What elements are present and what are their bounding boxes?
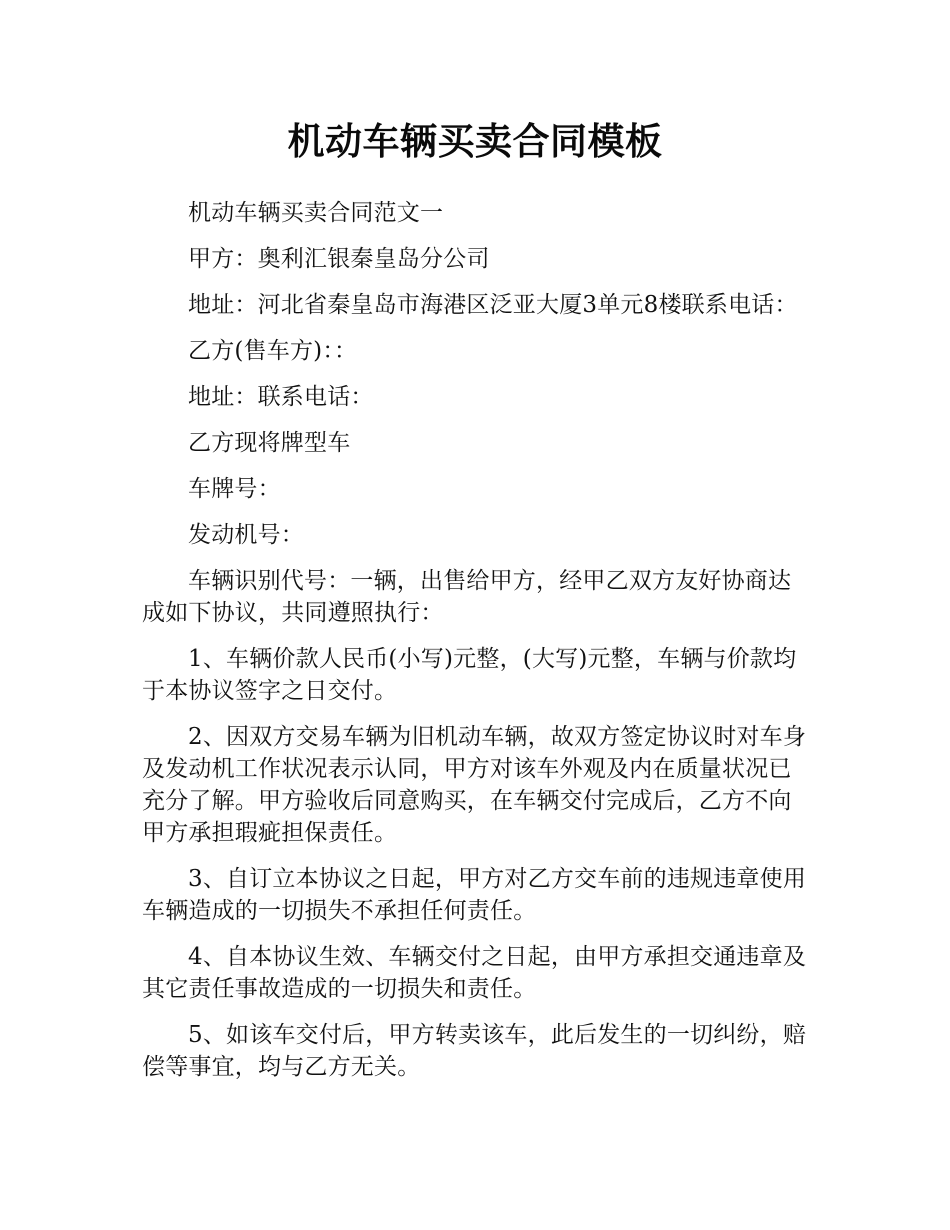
paragraph-clause-5: 5、如该车交付后，甲方转卖该车，此后发生的一切纠纷，赔偿等事宜，均与乙方无关。 — [142, 1022, 807, 1080]
paragraph-party-a: 甲方：奥利汇银秦皇岛分公司 — [188, 246, 490, 272]
paragraph-clause-3: 3、自订立本协议之日起，甲方对乙方交车前的违规违章使用车辆造成的一切损失不承担任何责任。 — [142, 866, 807, 924]
paragraph-clause-1: 1、车辆价款人民币(小写)元整，(大写)元整，车辆与价款均于本协议签字之日交付。 — [142, 646, 797, 704]
paragraph-engine-number: 发动机号： — [188, 522, 304, 548]
document-body — [142, 197, 814, 1097]
document-title: 机动车辆买卖合同模板 — [287, 120, 663, 163]
paragraph-clause-2: 2、因双方交易车辆为旧机动车辆，故双方签定协议时对车身及发动机工作状况表示认同，甲方对该车外观及内在质量状况已充分了解。甲方验收后同意购买，在车辆交付完成后，乙方不向甲方承担瑕疵担保责任。 — [142, 724, 807, 846]
paragraph-plate-number: 车牌号： — [188, 476, 281, 502]
paragraph-subtitle: 机动车辆买卖合同范文一 — [188, 200, 444, 226]
paragraph-party-b: 乙方(售车方)：： — [188, 338, 358, 364]
paragraph-clause-4: 4、自本协议生效、车辆交付之日起，由甲方承担交通违章及其它责任事故造成的一切损失和责任。 — [142, 944, 807, 1002]
paragraph-vehicle-model: 乙方现将牌型车 — [188, 430, 351, 456]
paragraph-party-a-address: 地址：河北省秦皇岛市海港区泛亚大厦3单元8楼联系电话： — [188, 292, 798, 318]
paragraph-vin: 车辆识别代号：一辆，出售给甲方，经甲乙双方友好协商达成如下协议，共同遵照执行： — [142, 568, 792, 626]
paragraph-party-b-address: 地址：联系电话： — [188, 384, 374, 410]
